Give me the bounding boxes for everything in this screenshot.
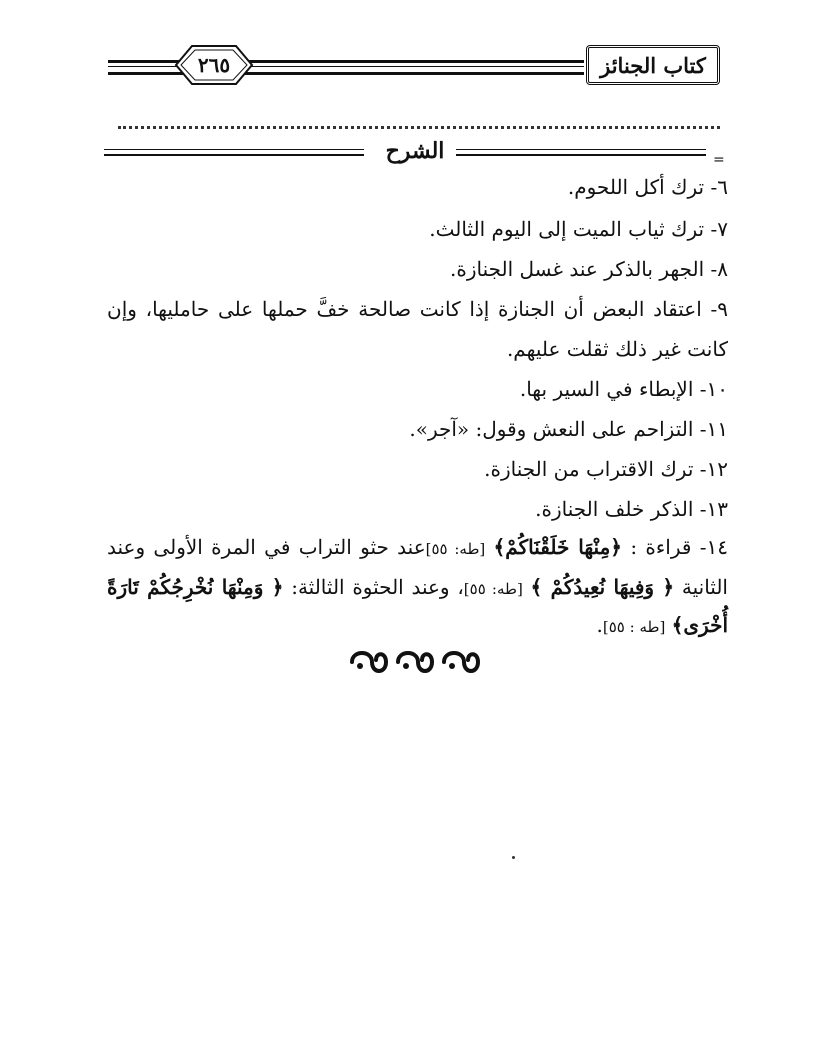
chapter-title: كتاب الجنائز — [586, 45, 720, 85]
section-rule-left-1 — [104, 149, 364, 150]
list-item-14-line-3 — [597, 610, 728, 642]
list-item-10: ١٠- الإبطاء في السير بها. — [519, 377, 728, 401]
continuation-marker: = — [713, 152, 725, 168]
quran-quote-3-part-2: أُخْرَى﴾ — [671, 613, 728, 637]
section-rule-right-2 — [456, 154, 706, 156]
section-title: الشرح — [385, 138, 445, 164]
list-item-14-line-2 — [107, 572, 728, 604]
list-item-7: ٧- ترك ثياب الميت إلى اليوم الثالث. — [429, 217, 728, 241]
page-number-badge — [172, 43, 256, 87]
section-end-ornament-icon — [346, 644, 486, 680]
stray-dot — [512, 856, 515, 859]
list-item-6: ٦- ترك أكل اللحوم. — [567, 175, 728, 199]
list-item-11: ١١- التزاحم على النعش وقول: «آجر». — [409, 417, 728, 441]
list-item-13: ١٣- الذكر خلف الجنازة. — [535, 497, 728, 521]
quran-quote-3-part-1: ﴿ وَمِنْهَا نُخْرِجُكُمْ تَارَةً — [107, 575, 284, 599]
item-14-text-2: الثانية — [681, 575, 728, 599]
item-14-lead: ١٤- قراءة : — [630, 535, 728, 559]
header-dotted-separator — [118, 112, 720, 129]
section-rule-right-1 — [456, 149, 706, 150]
item-14-text-1: عند حثو التراب في المرة الأولى وعند — [107, 535, 426, 559]
list-item-14-line-1 — [107, 532, 728, 564]
list-item-12: ١٢- ترك الاقتراب من الجنازة. — [484, 457, 728, 481]
quran-reference-2: [طه: ٥٥] — [463, 580, 523, 598]
quran-quote-1: ﴿مِنْهَا خَلَقْنَاكُمْ﴾ — [493, 535, 623, 559]
quran-reference-3: [طه : ٥٥] — [602, 618, 666, 636]
item-14-text-3: ، وعند الحثوة الثالثة: — [291, 575, 464, 599]
item-14-end: . — [596, 613, 603, 637]
quran-quote-2: ﴿ وَفِيهَا نُعِيدُكُمْ ﴾ — [530, 575, 675, 599]
list-item-9-line-1: ٩- اعتقاد البعض أن الجنازة إذا كانت صالحة خفَّ حملها على حامليها، وإن — [107, 297, 728, 321]
section-rule-left-2 — [104, 154, 364, 156]
list-item-8: ٨- الجهر بالذكر عند غسل الجنازة. — [449, 257, 728, 281]
list-item-9-line-2: كانت غير ذلك ثقلت عليهم. — [506, 337, 728, 361]
page-number: ٢٦٥ — [197, 53, 231, 77]
quran-reference-1: [طه: ٥٥] — [425, 540, 486, 558]
